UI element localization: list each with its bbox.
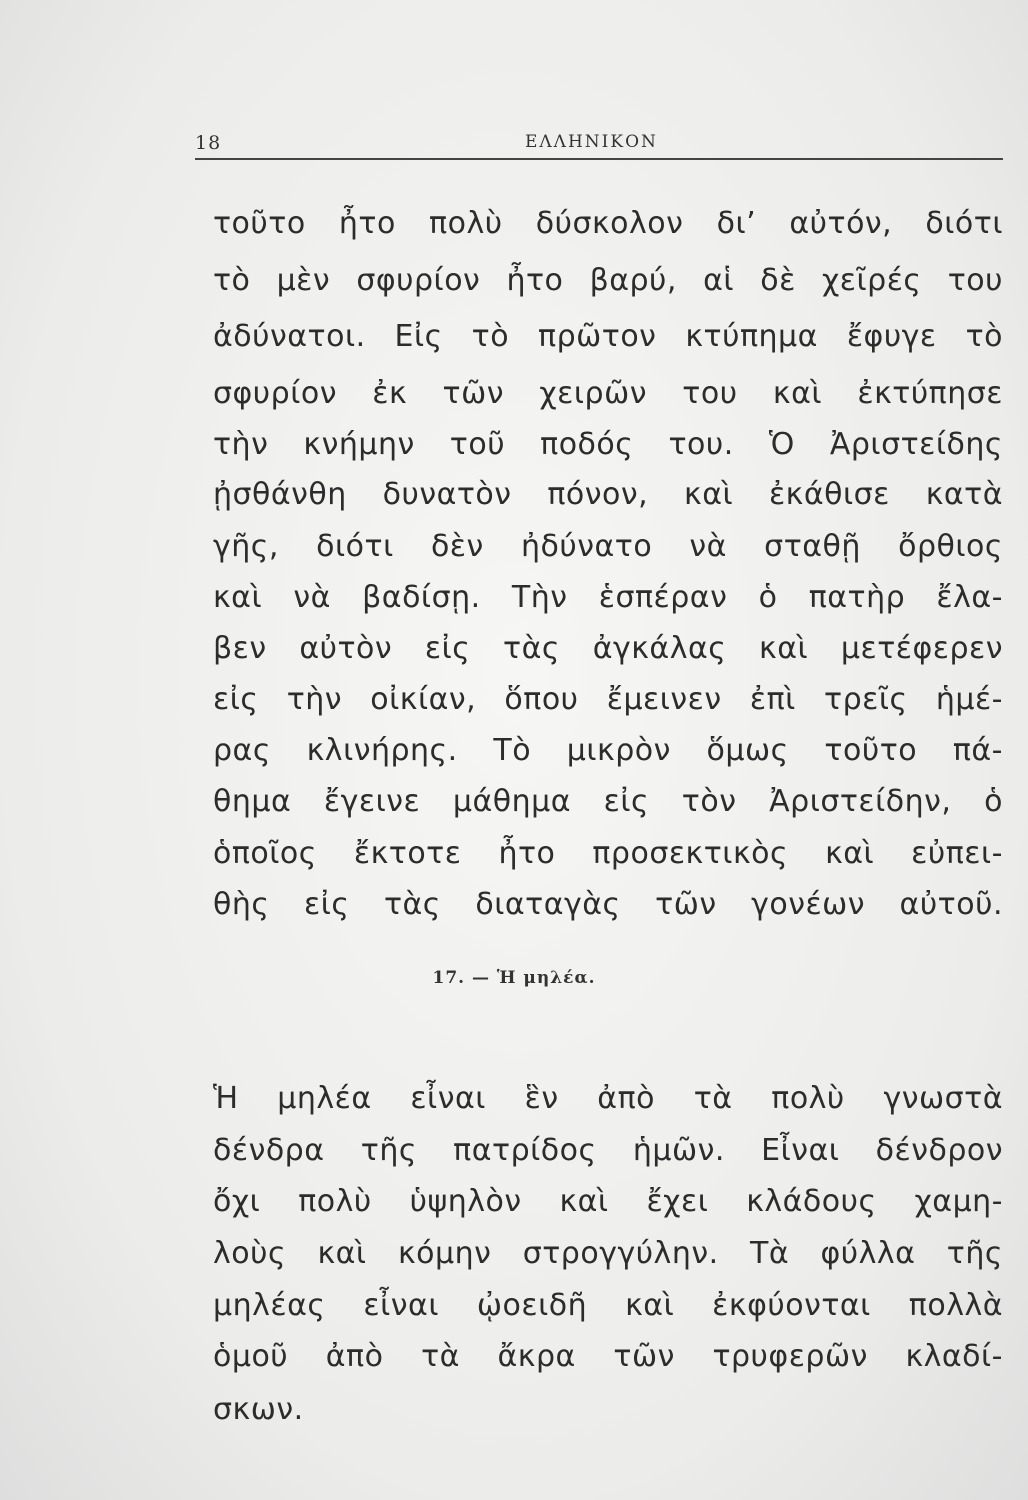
text-line: ὁποῖος ἔκτοτε ἦτο προσεκτικὸς καὶ εὐπει- (213, 836, 1003, 871)
text-line: βεν αὐτὸν εἰς τὰς ἀγκάλας καὶ μετέφερεν (213, 631, 1003, 666)
text-line: μηλέας εἶναι ᾠοειδῆ καὶ ἐκφύονται πολλὰ (213, 1288, 1003, 1323)
text-line: εἰς τὴν οἰκίαν, ὅπου ἔμεινεν ἐπὶ τρεῖς ἡμέ- (213, 682, 1003, 717)
text-line: θημα ἔγεινε μάθημα εἰς τὸν Ἀριστείδην, ὁ (213, 784, 1003, 819)
text-line: λοὺς καὶ κόμην στρογγύλην. Τὰ φύλλα τῆς (213, 1236, 1003, 1271)
page-number: 18 (195, 132, 222, 154)
text-line: τὸ μὲν σφυρίον ἦτο βαρύ, αἱ δὲ χεῖρές του (213, 263, 1003, 298)
text-line: ᾐσθάνθη δυνατὸν πόνον, καὶ ἐκάθισε κατὰ (213, 477, 1003, 512)
text-line: ρας κλινήρης. Τὸ μικρὸν ὅμως τοῦτο πά- (213, 733, 1003, 768)
text-line: θὴς εἰς τὰς διαταγὰς τῶν γονέων αὐτοῦ. (213, 887, 1003, 922)
running-title: ΕΛΛΗΝΙΚΟΝ (525, 132, 658, 152)
text-line: γῆς, διότι δὲν ἠδύνατο νὰ σταθῇ ὄρθιος (213, 529, 1003, 564)
text-line: σκων. (213, 1392, 304, 1427)
section-heading: 17. — Ἡ μηλέα. (432, 968, 596, 988)
text-line: καὶ νὰ βαδίσῃ. Τὴν ἑσπέραν ὁ πατὴρ ἔλα- (213, 580, 1003, 615)
header-rule (195, 158, 1003, 160)
text-line: τὴν κνήμην τοῦ ποδός του. Ὁ Ἀριστείδης (213, 427, 1003, 462)
text-line: τοῦτο ἦτο πολὺ δύσκολον δι’ αὐτόν, διότι (213, 206, 1003, 241)
text-line: ὁμοῦ ἀπὸ τὰ ἄκρα τῶν τρυφερῶν κλαδί- (213, 1339, 1003, 1374)
text-line: ἀδύνατοι. Εἰς τὸ πρῶτον κτύπημα ἔφυγε τὸ (213, 319, 1003, 354)
text-line: δένδρα τῆς πατρίδος ἡμῶν. Εἶναι δένδρον (213, 1133, 1003, 1168)
text-line: σφυρίον ἐκ τῶν χειρῶν του καὶ ἐκτύπησε (213, 376, 1003, 411)
text-line: Ἡ μηλέα εἶναι ἓν ἀπὸ τὰ πολὺ γνωστὰ (213, 1081, 1003, 1116)
running-head (195, 132, 1003, 156)
text-line: ὄχι πολὺ ὑψηλὸν καὶ ἔχει κλάδους χαμη- (213, 1184, 1003, 1219)
